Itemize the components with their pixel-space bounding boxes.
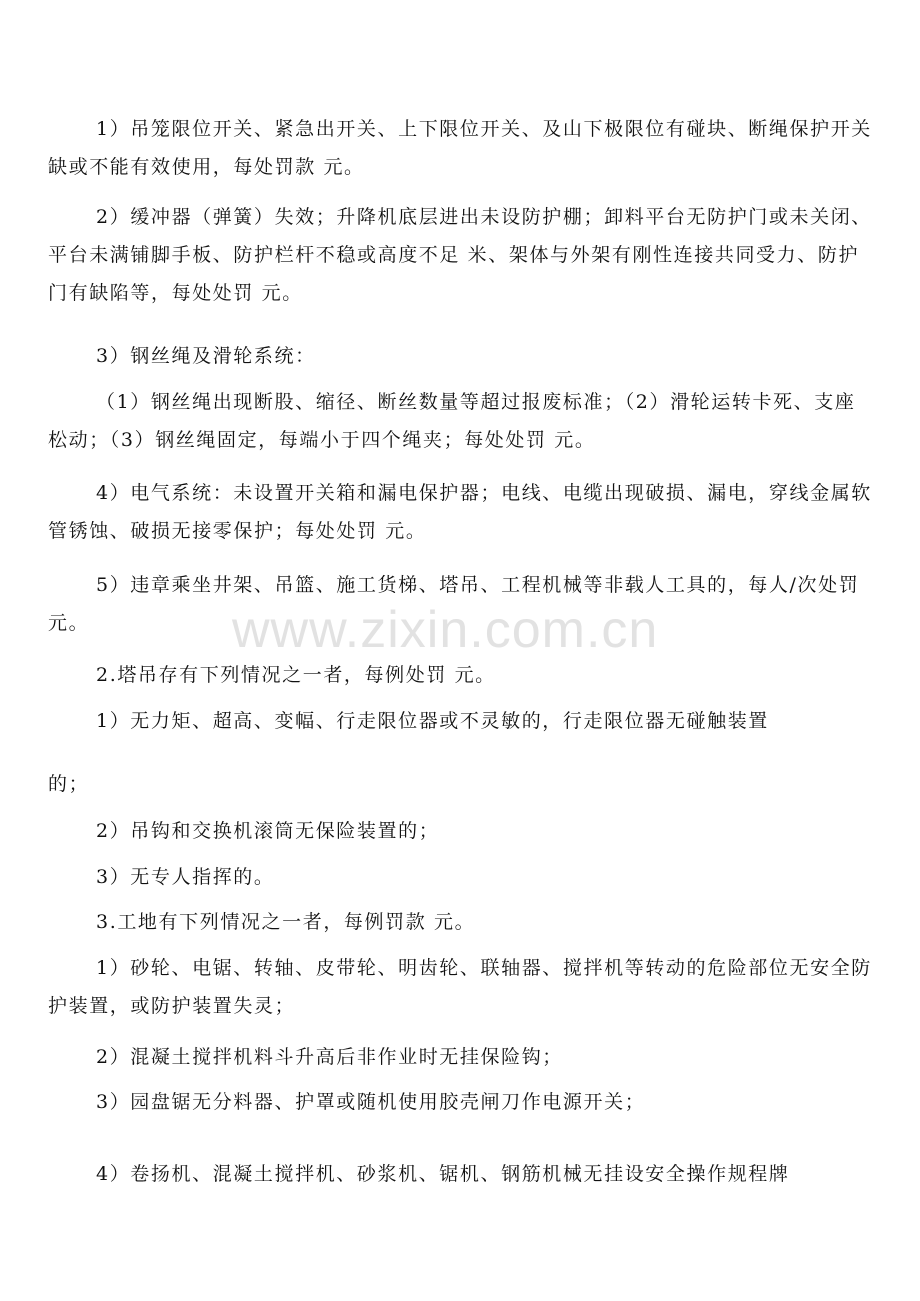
paragraph-buffer-failure: 2）缓冲器（弹簧）失效；升降机底层进出未设防护棚；卸料平台无防护门或未关闭、平台未满铺脚手板、防护栏杆不稳或高度不足 米、架体与外架有刚性连接共同受力、防护门有缺陷等，每处处罚 元。	[48, 206, 872, 304]
paragraph-wire-rope-heading: 3）钢丝绳及滑轮系统：	[96, 345, 316, 367]
paragraph-no-signalman: 3）无专人指挥的。	[96, 866, 275, 888]
paragraph-hook-safety: 2）吊钩和交换机滚筒无保险装置的；	[96, 820, 440, 842]
paragraph-operating-rules: 4）卷扬机、混凝土搅拌机、砂浆机、锯机、钢筋机械无挂设安全操作规程牌	[96, 1163, 790, 1185]
paragraph-site-heading: 3.工地有下列情况之一者，每例罚款 元。	[96, 911, 476, 933]
paragraph-rotating-parts: 1）砂轮、电锯、转轴、皮带轮、明齿轮、联轴器、搅拌机等转动的危险部位无安全防护装置，或防护装置失灵；	[48, 957, 872, 1017]
paragraph-crane-limiters-cont: 的；	[48, 773, 90, 795]
paragraph-electrical-system: 4）电气系统：未设置开关箱和漏电保护器；电线、电缆出现破损、漏电，穿线金属软管锈蚀、破损无接零保护；每处处罚 元。	[48, 482, 872, 542]
paragraph-crane-limiters: 1）无力矩、超高、变幅、行走限位器或不灵敏的，行走限位器无碰触装置	[96, 710, 769, 732]
paragraph-circular-saw: 3）园盘锯无分料器、护罩或随机使用胶壳闸刀作电源开关；	[96, 1091, 646, 1113]
paragraph-mixer-hook: 2）混凝土搅拌机料斗升高后非作业时无挂保险钩；	[96, 1046, 563, 1068]
paragraph-illegal-riding: 5）违章乘坐井架、吊篮、施工货梯、塔吊、工程机械等非载人工具的，每人/次处罚 元。	[48, 574, 860, 634]
paragraph-tower-crane-heading: 2.塔吊存有下列情况之一者，每例处罚 元。	[96, 664, 496, 686]
paragraph-hoist-cage-limits: 1）吊笼限位开关、紧急出开关、上下限位开关、及山下极限位有碰块、断绳保护开关缺或不能有效使用，每处罚款 元。	[48, 118, 872, 178]
paragraph-wire-rope-items: （1）钢丝绳出现断股、缩径、断丝数量等超过报废标准；（2）滑轮运转卡死、支座松动；（3）钢丝绳固定，每端小于四个绳夹；每处处罚 元。	[48, 391, 856, 451]
watermark: www.zixin.com.cn	[232, 601, 659, 659]
